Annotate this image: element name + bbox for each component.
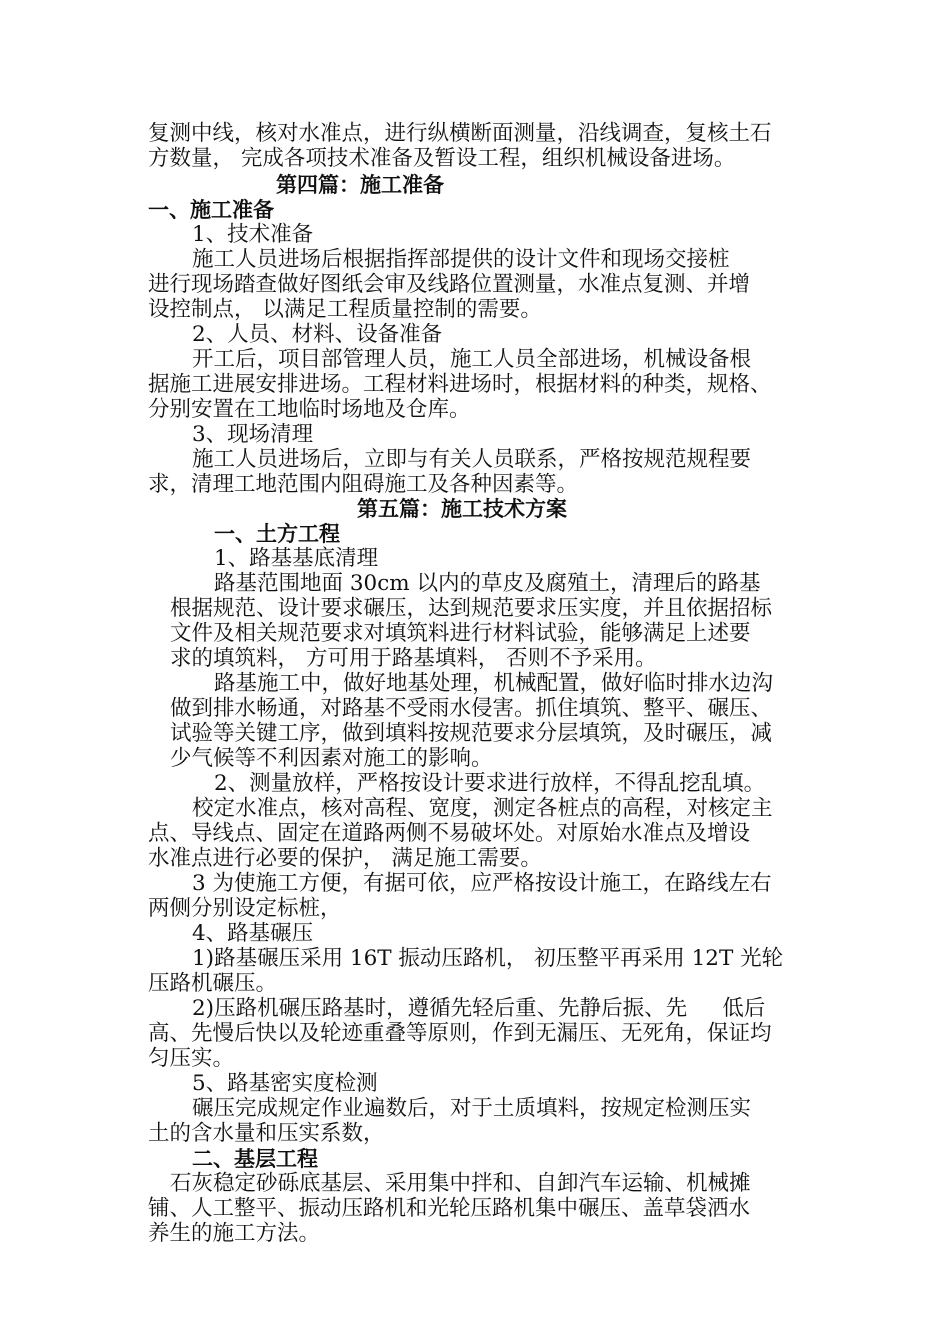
text-line: 路基施工中，做好地基处理，机械配置，做好临时排水边沟 (214, 671, 774, 696)
text-line: 求，清理工地范围内阻碍施工及各种因素等。 (148, 472, 579, 497)
text-line: 施工人员进场后根据指挥部提供的设计文件和现场交接桩 (192, 247, 730, 272)
section-heading: 一、土方工程 (214, 522, 340, 546)
text-line: 进行现场踏查做好图纸会审及线路位置测量，水准点复测、并增 (148, 272, 751, 297)
text-line: 碾压完成规定作业遍数后，对于土质填料，按规定检测压实 (192, 1096, 752, 1121)
text-line: 求的填筑料， 方可用于路基填料， 否则不予采用。 (170, 646, 657, 671)
subsection-heading: 2、测量放样，严格按设计要求进行放样，不得乱挖乱填。 (214, 771, 766, 796)
text-line: 根据规范、设计要求碾压，达到规范要求压实度，并且依据招标 (170, 596, 773, 621)
text-line: 水准点进行必要的保护， 满足施工需要。 (148, 846, 542, 871)
chapter-heading: 第五篇：施工技术方案 (357, 497, 567, 521)
text-line: 少气候等不利因素对施工的影响。 (170, 746, 493, 771)
text-line: 石灰稳定砂砾底基层、采用集中拌和、自卸汽车运输、机械摊 (170, 1171, 751, 1196)
text-line: 匀压实。 (148, 1046, 235, 1071)
text-line: 试验等关键工序，做到填料按规范要求分层填筑，及时碾压，减 (170, 721, 773, 746)
section-heading: 二、基层工程 (192, 1147, 318, 1171)
text-line: 铺、人工整平、振动压路机和光轮压路机集中碾压、盖草袋洒水 (148, 1196, 751, 1221)
section-heading: 一、施工准备 (148, 198, 274, 222)
text-line: 开工后，项目部管理人员，施工人员全部进场，机械设备根 (192, 347, 752, 372)
text-line: 1)路基碾压采用 16T 振动压路机， 初压整平再采用 12T 光轮 (192, 946, 784, 971)
text-line: 路基范围地面 30cm 以内的草皮及腐殖土，清理后的路基 (214, 571, 761, 596)
chapter-heading: 第四篇：施工准备 (276, 173, 444, 197)
text-line: 设控制点， 以满足工程质量控制的需要。 (148, 297, 542, 322)
subsection-heading: 2、人员、材料、设备准备 (192, 322, 443, 347)
subsection-heading: 4、路基碾压 (192, 921, 314, 946)
text-line: 养生的施工方法。 (148, 1221, 321, 1246)
text-line: 据施工进展安排进场。工程材料进场时，根据材料的种类，规格、 (148, 372, 772, 397)
text-line: 土的含水量和压实系数， (148, 1121, 385, 1146)
text-line: 分别安置在工地临时场地及仓库。 (148, 397, 471, 422)
text-line: 点、导线点、固定在道路两侧不易破坏处。对原始水准点及增设 (148, 821, 751, 846)
text-line: 2)压路机碾压路基时，遵循先轻后重、先静后振、先 低后 (192, 996, 766, 1021)
subsection-heading: 1、技术准备 (192, 222, 314, 247)
text-line: 3 为使施工方便，有据可依，应严格按设计施工，在路线左右 (192, 871, 772, 896)
text-line: 校定水准点，核对高程、宽度，测定各桩点的高程，对核定主 (192, 796, 773, 821)
text-line: 压路机碾压。 (148, 971, 278, 996)
text-line: 做到排水畅通，对路基不受雨水侵害。抓住填筑、整平、碾压、 (170, 696, 773, 721)
text-line: 高、先慢后快以及轮迹重叠等原则，作到无漏压、无死角，保证均 (148, 1021, 772, 1046)
text-line: 施工人员进场后，立即与有关人员联系，严格按规范规程要 (192, 447, 752, 472)
subsection-heading: 5、路基密实度检测 (192, 1071, 378, 1096)
text-line: 两侧分别设定标桩， (148, 896, 342, 921)
subsection-heading: 1、路基基底清理 (214, 546, 379, 571)
text-line: 复测中线，核对水准点，进行纵横断面测量，沿线调查，复核土石 (148, 121, 772, 146)
text-line: 文件及相关规范要求对填筑料进行材料试验，能够满足上述要 (170, 621, 751, 646)
subsection-heading: 3、现场清理 (192, 422, 314, 447)
text-line: 方数量， 完成各项技术准备及暂设工程，组织机械设备进场。 (148, 146, 736, 171)
